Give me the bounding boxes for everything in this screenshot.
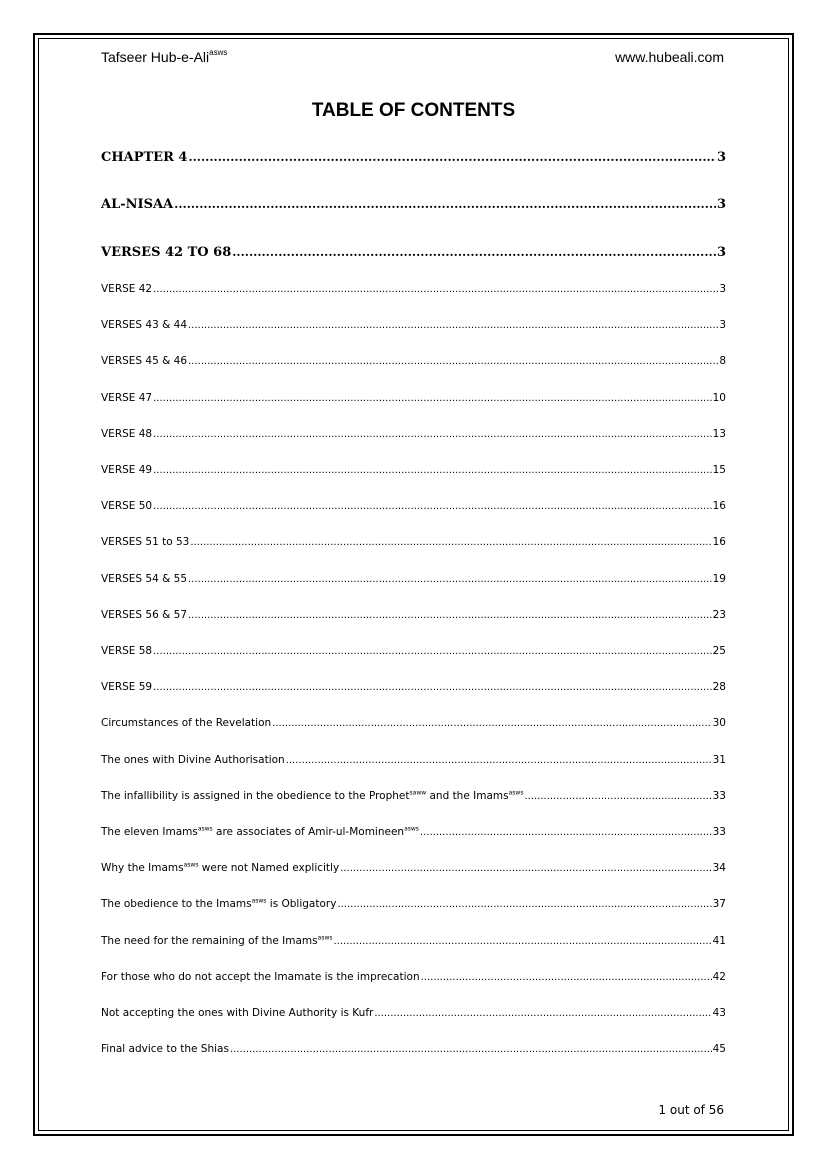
toc-entry-page: 28 xyxy=(712,681,726,694)
toc-entry-label-part: The obedience to the Imams xyxy=(101,898,252,911)
toc-entry-page: 3 xyxy=(716,197,726,212)
toc-entry-label-sup: asws xyxy=(508,789,524,797)
toc-entry-label-part: were not Named explicitly xyxy=(198,862,340,875)
toc-entry-label: VERSES 54 & 55 xyxy=(101,572,187,585)
toc-entry-label: Final advice to the Shias xyxy=(101,1043,229,1056)
page-title: TABLE OF CONTENTS xyxy=(311,100,516,121)
toc-entry[interactable] xyxy=(101,464,726,476)
toc-entry-label-part: is Obligatory xyxy=(266,898,337,911)
toc-entry[interactable] xyxy=(101,392,726,404)
toc-entry-label: VERSES 42 TO 68 xyxy=(101,245,232,260)
toc-entry[interactable] xyxy=(101,717,726,729)
toc-entry-label-sup: asws xyxy=(251,897,267,905)
toc-dot-leader xyxy=(272,717,711,729)
toc-entry-label-sup: asws xyxy=(404,825,419,833)
toc-entry-label-part: The infallibility is assigned in the obedience to the Prophet xyxy=(101,789,410,802)
toc-entry[interactable] xyxy=(101,971,726,983)
toc-entry-label-part: Why the Imams xyxy=(101,862,184,875)
toc-entry-label-sup: asws xyxy=(317,934,333,942)
header-title: Tafseer Hub-e-Ali xyxy=(101,49,210,65)
toc-entry-page: 16 xyxy=(712,500,726,513)
toc-entry-page: 16 xyxy=(712,536,726,549)
toc-entry[interactable] xyxy=(101,1007,726,1019)
toc-entry-page: 3 xyxy=(719,319,726,332)
toc-entry-label: VERSES 45 & 46 xyxy=(101,355,187,368)
toc-entry-label-part: and the Imams xyxy=(426,789,509,802)
toc-entry-page: 37 xyxy=(712,898,726,911)
toc-entry-page: 42 xyxy=(712,970,726,983)
toc-dot-leader xyxy=(174,197,716,212)
toc-dot-leader xyxy=(153,464,712,476)
toc-entry-label: VERSE 50 xyxy=(101,500,153,513)
toc-entry-label: VERSE 49 xyxy=(101,464,153,476)
toc-entry-label: VERSE 42 xyxy=(101,283,153,295)
toc-entry-label-part: are associates of Amir-ul-Momineen xyxy=(212,826,405,838)
header-title-sup: asws xyxy=(209,48,228,58)
toc-dot-leader xyxy=(188,609,712,621)
toc-entry-label-sup: asws xyxy=(197,825,213,833)
toc-entry[interactable] xyxy=(101,826,726,838)
toc-entry-page: 45 xyxy=(712,1043,726,1056)
toc-entry[interactable] xyxy=(101,862,726,874)
toc-entry[interactable] xyxy=(101,500,726,512)
toc-entry[interactable] xyxy=(101,1043,726,1055)
toc-entry[interactable] xyxy=(101,536,726,548)
toc-dot-leader xyxy=(188,150,716,165)
toc-entry-label: For those who do not accept the Imamate is the imprecation xyxy=(101,970,420,983)
toc-entry-page: 19 xyxy=(712,572,726,585)
toc-dot-leader xyxy=(153,428,712,440)
toc-dot-leader xyxy=(188,319,718,331)
toc-entry-label: VERSE 47 xyxy=(101,391,153,404)
toc-entry-label-sup: asws xyxy=(183,861,199,869)
toc-dot-leader xyxy=(232,245,716,260)
toc-entry-label-part: The eleven Imams xyxy=(101,826,198,838)
toc-entry-label-part: The need for the remaining of the Imams xyxy=(101,934,318,947)
toc-entry-label-sup: saww xyxy=(409,789,427,797)
toc-dot-leader xyxy=(153,283,718,295)
toc-entry-label xyxy=(101,935,332,947)
toc-dot-leader xyxy=(230,1043,712,1055)
toc-entry-label: VERSE 58 xyxy=(101,645,153,657)
toc-entry[interactable] xyxy=(101,935,726,947)
toc-dot-leader xyxy=(188,355,718,367)
toc-entry-page: 23 xyxy=(712,608,726,621)
toc-dot-leader xyxy=(524,790,711,802)
toc-entry[interactable] xyxy=(101,319,726,331)
toc-entry-label: Circumstances of the Revelation xyxy=(101,717,272,730)
toc-dot-leader xyxy=(340,862,711,874)
toc-entry-page: 15 xyxy=(712,464,726,476)
toc-entry[interactable] xyxy=(101,197,726,212)
toc-entry[interactable] xyxy=(101,245,726,260)
header-website: www.hubeali.com xyxy=(615,49,724,65)
toc-entry-label xyxy=(101,790,523,802)
toc-dot-leader xyxy=(153,681,712,693)
toc-entry-label: VERSE 59 xyxy=(101,681,153,694)
toc-entry[interactable] xyxy=(101,355,726,367)
toc-entry-page: 43 xyxy=(712,1007,726,1019)
toc-entry-label: AL-NISAA xyxy=(101,197,174,212)
toc-entry-label: CHAPTER 4 xyxy=(101,150,188,165)
toc-entry-label: VERSES 56 & 57 xyxy=(101,608,187,621)
toc-entry-label xyxy=(101,898,336,910)
toc-entry[interactable] xyxy=(101,150,726,165)
header-left xyxy=(101,49,227,65)
toc-dot-leader xyxy=(153,392,712,404)
toc-entry[interactable] xyxy=(101,428,726,440)
toc-entry-page: 33 xyxy=(712,789,726,802)
toc-entry-page: 3 xyxy=(719,283,726,295)
toc-entry-page: 34 xyxy=(712,862,726,875)
toc-entry-page: 10 xyxy=(712,391,726,404)
toc-entry-label: VERSES 51 to 53 xyxy=(101,536,190,549)
toc-dot-leader xyxy=(333,935,711,947)
toc-dot-leader xyxy=(420,826,712,838)
toc-dot-leader xyxy=(190,536,711,548)
toc-entry-page: 41 xyxy=(712,934,726,947)
toc-entry[interactable] xyxy=(101,754,726,766)
toc-entry[interactable] xyxy=(101,645,726,657)
toc-entry-label xyxy=(101,862,339,874)
toc-dot-leader xyxy=(374,1007,711,1019)
toc-dot-leader xyxy=(286,754,712,766)
toc-entry-page: 31 xyxy=(712,753,726,766)
toc-entry[interactable] xyxy=(101,283,726,295)
toc-entry[interactable] xyxy=(101,898,726,910)
toc-entry-page: 13 xyxy=(712,427,726,440)
toc-entry[interactable] xyxy=(101,681,726,693)
page-number: 1 out of 56 xyxy=(658,1103,724,1117)
toc-entry-page: 25 xyxy=(712,645,726,657)
toc-entry-label: Not accepting the ones with Divine Authority is Kufr xyxy=(101,1007,374,1019)
toc-entry-page: 3 xyxy=(716,245,726,260)
toc-entry-label: The ones with Divine Authorisation xyxy=(101,753,285,766)
toc-entry-label: VERSES 43 & 44 xyxy=(101,319,187,332)
toc-entry[interactable] xyxy=(101,609,726,621)
toc-dot-leader xyxy=(153,500,712,512)
toc-dot-leader xyxy=(337,898,711,910)
toc-entry-label: VERSE 48 xyxy=(101,427,153,440)
toc-entry-page: 33 xyxy=(712,826,726,838)
toc-dot-leader xyxy=(421,971,712,983)
toc-entry[interactable] xyxy=(101,790,726,802)
toc-entry-page: 3 xyxy=(716,150,726,165)
toc-dot-leader xyxy=(188,573,712,585)
toc-entry-page: 30 xyxy=(712,717,726,730)
toc-dot-leader xyxy=(153,645,712,657)
toc-entry-page: 8 xyxy=(719,355,726,368)
toc-entry[interactable] xyxy=(101,573,726,585)
toc-entry-label xyxy=(101,826,419,838)
